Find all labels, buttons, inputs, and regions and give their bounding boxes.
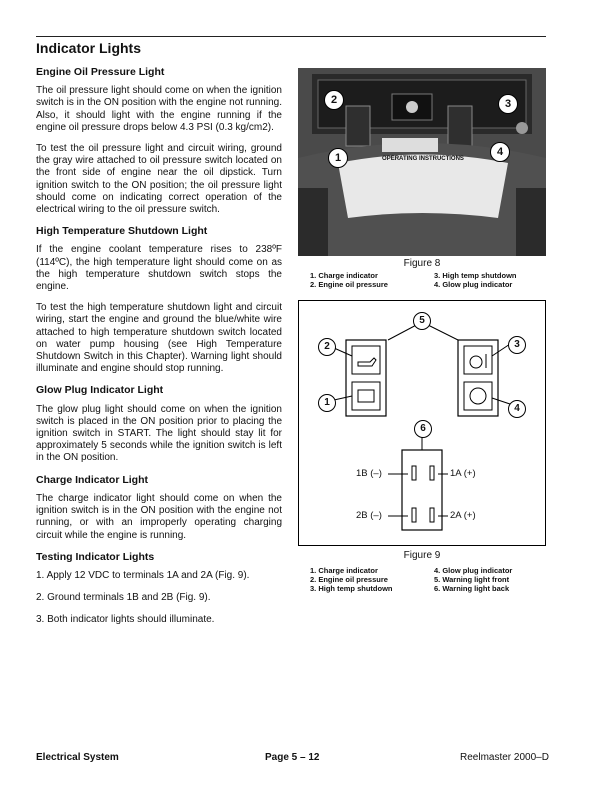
- figure-8-caption: Figure 8: [403, 258, 441, 269]
- temp-paragraph-2: To test the high temperature shutdown light and circuit wiring, start the engine and ground the blue/white wire attached to high temperature shutdown switch located on water pump housing (see High Temperature Shutdown Switch in this Chapter). Warning light should illuminate and engine should stop running.: [36, 302, 282, 375]
- fig9-callout-2: 2: [318, 338, 336, 356]
- temp-paragraph-1: If the engine coolant temperature rises to 238ºF (114ºC), the high temperature light should come on as the high temperature shutdown switch stops the engine.: [36, 244, 282, 293]
- footer-left: Electrical System: [36, 752, 119, 763]
- testing-step: 1. Apply 12 VDC to terminals 1A and 2A (Fig. 9).: [36, 569, 250, 581]
- temp-heading: High Temperature Shutdown Light: [36, 225, 208, 238]
- glow-paragraph-1: The glow plug light should come on when the ignition switch is placed in the ON position prior to placing the ignition switch in START. The light should stay lit for approximately 5 seconds while the ignition switch is left in the ON position.: [36, 403, 282, 464]
- legend-item: 3. High temp shutdown: [434, 271, 517, 280]
- legend-item: 4. Glow plug indicator: [434, 280, 513, 289]
- oil-paragraph-2: To test the oil pressure light and circuit wiring, ground the gray wire attached to oil pressure switch located on the front side of engine near the oil dipstick. Turn ignition switch to the ON position; the oil pressure light should come on indicating correct operation of the electrical wiring to the oil pressure switch.: [36, 143, 282, 216]
- glow-heading: Glow Plug Indicator Light: [36, 384, 164, 397]
- section-title: Indicator Lights: [36, 40, 141, 56]
- legend-item: 4. Glow plug indicator: [434, 566, 513, 575]
- testing-step: 3. Both indicator lights should illuminate.: [36, 614, 215, 626]
- testing-heading: Testing Indicator Lights: [36, 550, 155, 563]
- fig9-callout-1: 1: [318, 394, 336, 412]
- top-rule: [36, 36, 546, 37]
- testing-step: 2. Ground terminals 1B and 2B (Fig. 9).: [36, 592, 211, 604]
- terminal-2b-label: 2B (–): [356, 510, 382, 521]
- panel-instructions-label: OPERATING INSTRUCTIONS: [382, 156, 464, 162]
- footer-right: Reelmaster 2000–D: [460, 752, 549, 763]
- charge-paragraph-1: The charge indicator light should come on when the ignition switch is in the ON position with the engine not running, or with an improperly operating charging circuit while the engine is running.: [36, 492, 282, 541]
- footer-page-number: Page 5 – 12: [265, 752, 320, 763]
- oil-heading: Engine Oil Pressure Light: [36, 66, 165, 78]
- figure-8-photo: [298, 68, 546, 256]
- figure-9-caption: Figure 9: [403, 550, 441, 561]
- legend-item: 1. Charge indicator: [310, 271, 378, 280]
- terminal-2a-label: 2A (+): [450, 510, 476, 521]
- charge-heading: Charge Indicator Light: [36, 473, 149, 486]
- testing-steps: [36, 570, 282, 627]
- terminal-1a-label: 1A (+): [450, 468, 476, 479]
- legend-item: 2. Engine oil pressure: [310, 575, 388, 584]
- fig8-callout-3: 3: [498, 94, 518, 114]
- fig9-callout-5: 5: [413, 312, 431, 330]
- legend-item: 3. High temp shutdown: [310, 584, 393, 593]
- body-text: [36, 66, 282, 637]
- legend-item: 5. Warning light front: [434, 575, 510, 584]
- terminal-1b-label: 1B (–): [356, 468, 382, 479]
- fig9-callout-3: 3: [508, 336, 526, 354]
- figure-9-diagram: [298, 300, 546, 546]
- fig9-callout-6: 6: [414, 420, 432, 438]
- legend-item: 6. Warning light back: [434, 584, 510, 593]
- fig8-callout-2: 2: [324, 90, 344, 110]
- legend-item: 1. Charge indicator: [310, 566, 378, 575]
- oil-paragraph-1: The oil pressure light should come on when the ignition switch is in the ON position with the engine not running. Also, it should light with the engine running if the engine oil pressure drops below 4.3 PSI (0.3 kg/cm2).: [36, 85, 282, 133]
- fig9-callout-4: 4: [508, 400, 526, 418]
- fig8-callout-1: 1: [328, 148, 348, 168]
- fig8-callout-4: 4: [490, 142, 510, 162]
- legend-item: 2. Engine oil pressure: [310, 280, 388, 289]
